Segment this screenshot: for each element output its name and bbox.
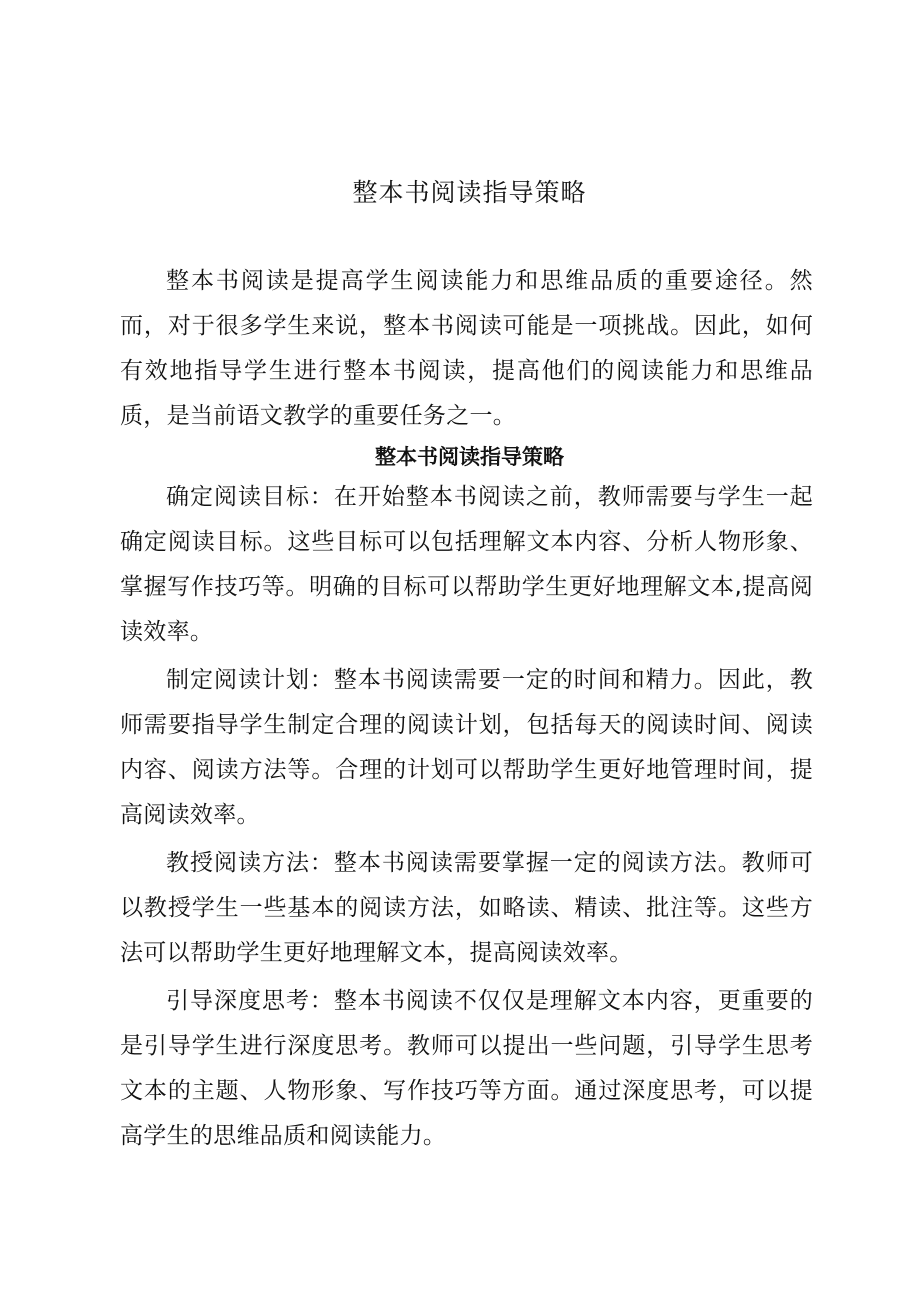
document-title: 整本书阅读指导策略 (352, 178, 587, 207)
document-page (120, 0, 813, 1159)
intro-paragraph: 整本书阅读是提高学生阅读能力和思维品质的重要途径。然而，对于很多学生来说，整本书阅读可能是一项挑战。因此，如何有效地指导学生进行整本书阅读，提高他们的阅读能力和思维品质，是当前语文教学的重要任务之一。 (120, 268, 813, 429)
section-heading: 整本书阅读指导策略 (375, 445, 564, 469)
strategy-paragraph-plan: 制定阅读计划：整本书阅读需要一定的时间和精力。因此，教师需要指导学生制定合理的阅读计划，包括每天的阅读时间、阅读内容、阅读方法等。合理的计划可以帮助学生更好地管理时间，提高阅读效率。 (120, 667, 813, 828)
strategy-paragraph-methods: 教授阅读方法：整本书阅读需要掌握一定的阅读方法。教师可以教授学生一些基本的阅读方法，如略读、精读、批注等。这些方法可以帮助学生更好地理解文本，提高阅读效率。 (120, 850, 813, 966)
strategy-paragraph-goals: 确定阅读目标：在开始整本书阅读之前，教师需要与学生一起确定阅读目标。这些目标可以包括理解文本内容、分析人物形象、掌握写作技巧等。明确的目标可以帮助学生更好地理解文本,提高阅读效率。 (120, 484, 813, 645)
strategy-paragraph-thinking: 引导深度思考：整本书阅读不仅仅是理解文本内容，更重要的是引导学生进行深度思考。教师可以提出一些问题，引导学生思考文本的主题、人物形象、写作技巧等方面。通过深度思考，可以提高学生的思维品质和阅读能力。 (120, 988, 813, 1149)
